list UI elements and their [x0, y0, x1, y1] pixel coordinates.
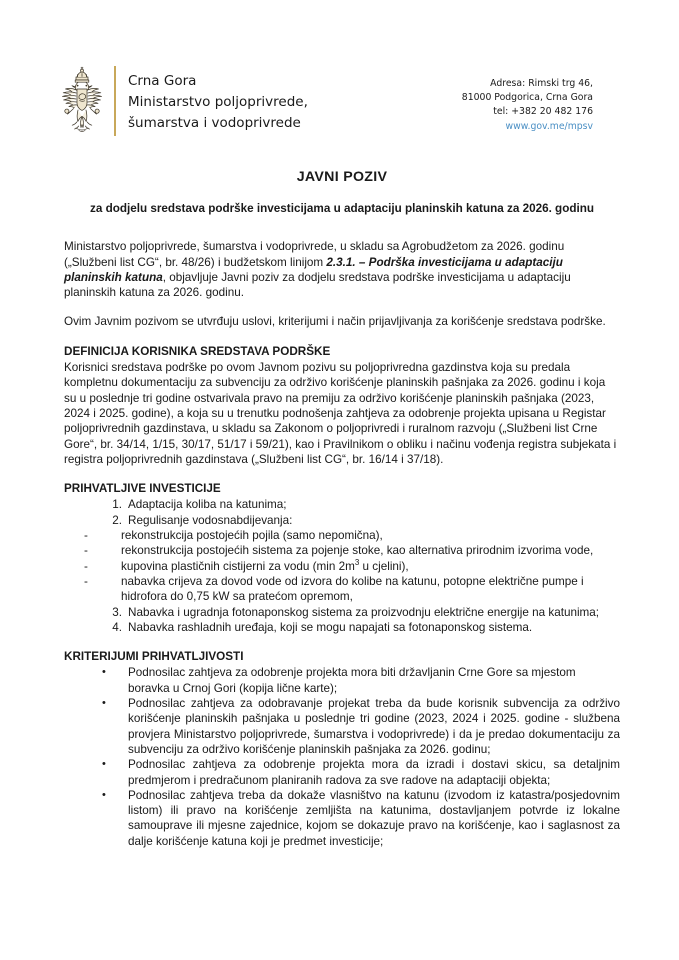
- list-item-text: Nabavka rashladnih uređaja, koji se mogu napajati sa fotonaponskog sistema.: [128, 620, 533, 634]
- contact-address-line-1: Adresa: Rimski trg 46,: [490, 78, 593, 89]
- list-item: [64, 788, 620, 849]
- ministry-website-link[interactable]: www.gov.me/mpsv: [505, 120, 593, 132]
- list-marker: 4.: [112, 620, 122, 634]
- list-item: [64, 620, 620, 635]
- intro-part-2: , objavljuje Javni poziv za dodjelu sredstava podrške investicijama u adaptaciju planinskih katuna za 2026. godinu.: [64, 270, 571, 300]
- ministry-name-line-2: šumarstva i vodoprivrede: [128, 114, 301, 131]
- document-header: [0, 64, 679, 148]
- list-item-text: Regulisanje vodosnabdijevanja:: [128, 513, 293, 527]
- list-item-text: rekonstrukcija postojećih pojila (samo nepomična),: [121, 529, 383, 543]
- eligible-investments-list-continued: [64, 605, 620, 636]
- intro-part-1: Ministarstvo poljoprivrede, šumarstva i vodoprivrede, u skladu sa Agrobudžetom za 2026. godinu („Službeni list CG“, br. 48/26) i budžetskom linijom: [64, 240, 565, 269]
- list-item: [64, 696, 620, 757]
- list-marker: -: [84, 559, 88, 573]
- document-body: [64, 170, 620, 849]
- list-item: [64, 543, 620, 558]
- list-marker: -: [84, 544, 88, 558]
- list-item-text: Podnosilac zahtjeva treba da dokaže vlasništvo na katunu (izvodom iz katastra/posjedovnim listom) ili pravo na korišćenje zemljišta na katunima, dostavljanjem potvrde iz lokalne samouprave ili mjesne zajednice, kojom se dokazuje pravo na korišćenje, kao i saglasnost za dalje korišćenje katuna koji je predmet investicije;: [128, 788, 620, 848]
- intro-budget-line-emphasis: 2.3.1. – Podrška investicijama u adaptaciju planinskih katuna: [64, 255, 563, 284]
- list-item: [64, 757, 620, 788]
- water-supply-sublist: [64, 528, 620, 604]
- list-item: [64, 574, 620, 605]
- section-heading-eligibility-criteria: KRITERIJUMI PRIHVATLJIVOSTI: [64, 650, 244, 664]
- bullet-icon: •: [102, 788, 106, 801]
- eligible-investments-list: [64, 497, 620, 528]
- list-item: [64, 497, 620, 512]
- montenegro-coat-of-arms-icon: [56, 64, 108, 138]
- ministry-name-block: [128, 64, 308, 138]
- beneficiaries-body: Korisnici sredstava podrške po ovom Javnom pozivu su poljoprivredna gazdinstva koja su predala kompletnu dokumentaciju za subvenciju za održivo korišćenje planinskih pašnjaka za 2026. godinu i koja su u poslednje tri godine ostvarivala pravo na premiju za održivo korišćenje planinskih pašnjaka (2023, 2024 i 2025. godine), a koja su u trenutku podnošenja zahtjeva za odobrenje projekta upisana u Registar poljoprivrednih gazdinstava, u skladu sa Zakonom o poljoprivredi i ruralnom razvoju („Službeni list Crne Gore“, br. 34/14, 1/15, 30/17, 51/17 i 59/21), kao i Pravilnikom o obliku i načinu vođenja registra subjekata i registra poljoprivrednih gazdinstava („Službeni list CG“, br. 16/14 i 37/18).: [64, 361, 617, 466]
- list-marker: 2.: [112, 513, 122, 527]
- list-item-text: Nabavka i ugradnja fotonaponskog sistema za proizvodnju električne energije na katunima;: [128, 605, 600, 619]
- list-marker: -: [84, 574, 88, 588]
- list-item: [64, 665, 620, 696]
- list-item-text: [121, 557, 409, 573]
- second-paragraph: Ovim Javnim pozivom se utvrđuju uslovi, kriterijumi i način prijavljivanja za korišćenje sredstava podrške.: [64, 315, 606, 329]
- eligibility-criteria-list: [64, 665, 620, 849]
- list-item: [64, 513, 620, 528]
- section-heading-eligible-investments: PRIHVATLJIVE INVESTICIJE: [64, 482, 221, 496]
- list-item-text: Adaptacija koliba na katunima;: [128, 498, 287, 512]
- page-title: JAVNI POZIV: [296, 169, 388, 185]
- bullet-icon: •: [102, 666, 106, 679]
- contact-phone: tel: +382 20 482 176: [493, 106, 593, 118]
- ministry-name-line-1: Ministarstvo poljoprivrede,: [128, 93, 308, 110]
- contact-address-line-2: 81000 Podgorica, Crna Gora: [461, 92, 593, 104]
- list-item: [64, 559, 620, 574]
- country-name: Crna Gora: [128, 72, 197, 89]
- page-subtitle: za dodjelu sredstava podrške investicijama u adaptaciju planinskih katuna za 2026. godinu: [89, 202, 595, 216]
- list-item: [64, 605, 620, 620]
- list-item-text: rekonstrukcija postojećih sistema za pojenje stoke, kao alternativa prirodnim izvorima vode,: [121, 544, 594, 558]
- section-heading-beneficiaries: DEFINICIJA KORISNIKA SREDSTAVA PODRŠKE: [64, 344, 331, 358]
- list-marker: 1.: [112, 498, 122, 512]
- list-item-text: Podnosilac zahtjeva za odobrenje projekta mora da izradi i dostavi skicu, sa detaljnim predmjerom i predračunom planiranih radova za sve radove na adaptaciji objekta;: [128, 758, 620, 787]
- list-item-text: Podnosilac zahtjeva za odobravanje projekat treba da bude korisnik subvencija za održivo korišćenje planinskih pašnjaka u poslednje tri godine (2023, 2024 i 2025. godine - službena provjera Ministarstvo poljoprivrede, šumarstva i vodoprivrede) i da je predao dokumentaciju za subvenciju za održivo korišćenje planinskih pašnjaka za 2026. godinu;: [128, 697, 620, 756]
- list-item-text: nabavka crijeva za dovod vode od izvora do kolibe na katunu, potopne električne pumpe i hidrofora do 0,75 kW sa pratećom opremom,: [121, 574, 584, 604]
- contact-block: [462, 77, 593, 134]
- letterhead-divider: [114, 66, 116, 136]
- list-item-text: Podnosilac zahtjeva za odobrenje projekta mora biti državljanin Crne Gore sa mjestom boravka u Crnoj Gori (kopija lične karte);: [128, 666, 576, 695]
- list-item: [64, 528, 620, 543]
- bullet-icon: •: [102, 758, 106, 771]
- list-marker: -: [84, 529, 88, 543]
- letterhead: [56, 64, 308, 138]
- intro-paragraph: [64, 239, 620, 300]
- bullet-icon: •: [102, 697, 106, 710]
- cistern-text-after: u cjelini),: [359, 559, 409, 573]
- cistern-text-before: kupovina plastičnih cistijerni za vodu (min 2m: [121, 559, 355, 573]
- cubic-metre-superscript: 3: [354, 557, 360, 567]
- list-marker: 3.: [112, 605, 122, 619]
